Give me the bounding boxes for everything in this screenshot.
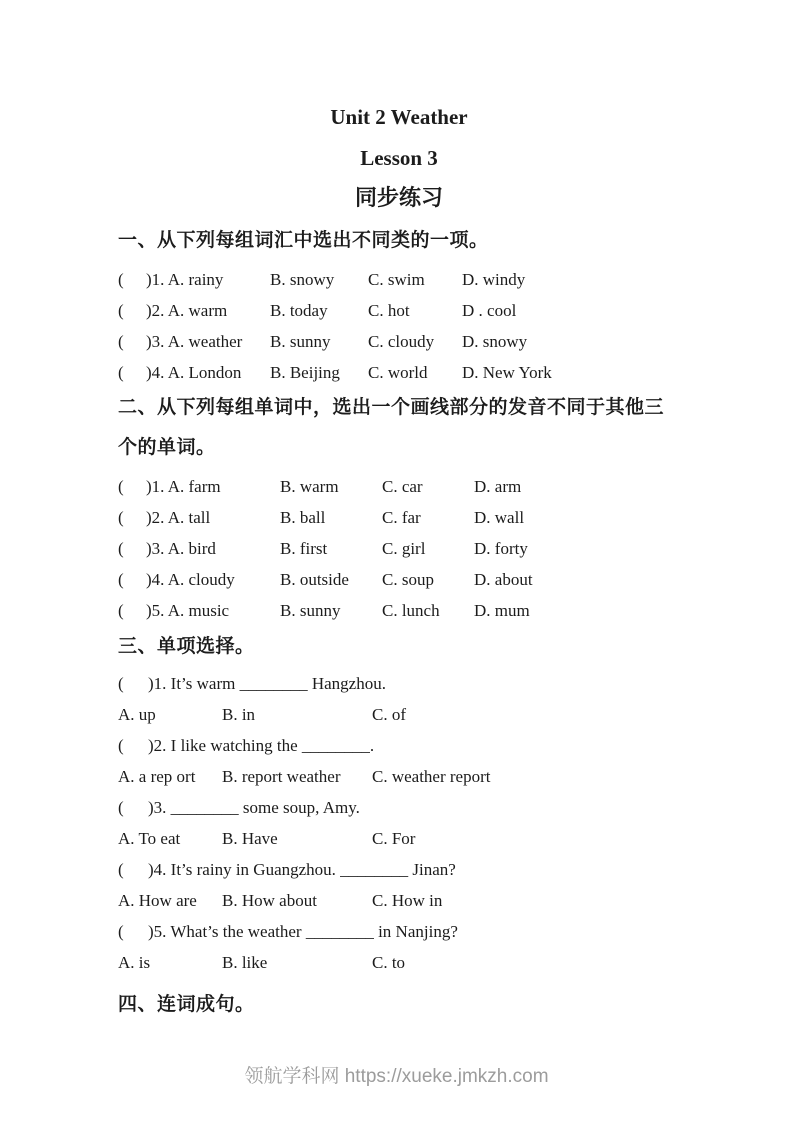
exercise-row <box>118 564 680 595</box>
section2-rows <box>118 471 680 626</box>
option-c: C. How in <box>372 891 443 910</box>
option-a: A. up <box>118 705 156 724</box>
option-a: A. To eat <box>118 829 181 848</box>
option-b: B. like <box>222 953 268 972</box>
exercise-row <box>118 595 680 626</box>
exercise-row <box>118 326 680 357</box>
question-stem-row <box>118 730 680 761</box>
exercise-row <box>118 357 680 388</box>
question-stem: )4. It’s rainy in Guangzhou. ________ Jinan? <box>148 860 456 879</box>
exercise-row <box>118 264 680 295</box>
question-number-option-a: )2. A. tall <box>146 508 211 527</box>
option-d: D. arm <box>474 477 522 496</box>
option-b: B. report weather <box>222 767 341 786</box>
option-c: C. of <box>372 705 406 724</box>
option-a: A. is <box>118 953 151 972</box>
option-b: B. sunny <box>270 332 331 351</box>
lesson-title: Lesson 3 <box>360 146 438 170</box>
unit-title: Unit 2 Weather <box>330 105 468 129</box>
answer-bracket: ( <box>118 270 124 289</box>
option-b: B. first <box>280 539 328 558</box>
answer-bracket: ( <box>118 301 124 320</box>
options-row <box>118 947 680 978</box>
answer-bracket: ( <box>118 798 124 817</box>
question-number-option-a: )4. A. London <box>146 363 242 382</box>
option-d: D. windy <box>462 270 526 289</box>
section1-rows <box>118 264 680 388</box>
option-b: B. outside <box>280 570 349 589</box>
options-row <box>118 885 680 916</box>
section1-heading: 一、从下列每组词汇中选出不同类的一项。 <box>118 230 489 251</box>
footer-watermark: 领航学科网 https://xueke.jmkzh.com <box>244 1066 549 1087</box>
answer-bracket: ( <box>118 601 124 620</box>
worksheet-subtitle: 同步练习 <box>354 185 443 210</box>
option-a: A. How are <box>118 891 197 910</box>
option-c: C. far <box>382 508 421 527</box>
option-c: C. cloudy <box>368 332 435 351</box>
question-stem: )2. I like watching the ________. <box>148 736 375 755</box>
option-c: C. For <box>372 829 416 848</box>
question-number-option-a: )5. A. music <box>146 601 230 620</box>
answer-bracket: ( <box>118 860 124 879</box>
options-row <box>118 761 680 792</box>
option-d: D. about <box>474 570 533 589</box>
section3-questions <box>118 668 680 978</box>
question-stem-row <box>118 854 680 885</box>
exercise-row <box>118 295 680 326</box>
option-b: B. in <box>222 705 256 724</box>
question-stem: )5. What’s the weather ________ in Nanjing? <box>148 922 458 941</box>
question-number-option-a: )2. A. warm <box>146 301 228 320</box>
option-d: D . cool <box>462 301 517 320</box>
answer-bracket: ( <box>118 736 124 755</box>
option-c: C. world <box>368 363 428 382</box>
question-stem-row <box>118 916 680 947</box>
question-number-option-a: )4. A. cloudy <box>146 570 235 589</box>
answer-bracket: ( <box>118 363 124 382</box>
option-c: C. soup <box>382 570 434 589</box>
option-b: B. How about <box>222 891 317 910</box>
option-c: C. lunch <box>382 601 440 620</box>
answer-bracket: ( <box>118 539 124 558</box>
question-number-option-a: )1. A. rainy <box>146 270 224 289</box>
option-d: D. snowy <box>462 332 528 351</box>
question-number-option-a: )1. A. farm <box>146 477 221 496</box>
answer-bracket: ( <box>118 332 124 351</box>
exercise-row <box>118 471 680 502</box>
answer-bracket: ( <box>118 477 124 496</box>
question-stem: )3. ________ some soup, Amy. <box>148 798 360 817</box>
section2-heading: 二、从下列每组单词中，选出一个画线部分的发音不同于其他三个的单词。 <box>118 397 665 458</box>
option-d: D. mum <box>474 601 530 620</box>
option-c: C. swim <box>368 270 425 289</box>
option-c: C. girl <box>382 539 426 558</box>
question-number-option-a: )3. A. weather <box>146 332 243 351</box>
option-b: B. warm <box>280 477 339 496</box>
option-d: D. forty <box>474 539 528 558</box>
answer-bracket: ( <box>118 674 124 693</box>
answer-bracket: ( <box>118 508 124 527</box>
option-d: D. New York <box>462 363 552 382</box>
option-c: C. car <box>382 477 423 496</box>
answer-bracket: ( <box>118 570 124 589</box>
option-b: B. sunny <box>280 601 341 620</box>
option-c: C. to <box>372 953 406 972</box>
option-c: C. hot <box>368 301 410 320</box>
option-b: B. Have <box>222 829 278 848</box>
option-b: B. today <box>270 301 328 320</box>
question-number-option-a: )3. A. bird <box>146 539 216 558</box>
option-b: B. snowy <box>270 270 335 289</box>
question-stem-row <box>118 668 680 699</box>
option-d: D. wall <box>474 508 525 527</box>
options-row <box>118 823 680 854</box>
question-stem: )1. It’s warm ________ Hangzhou. <box>148 674 386 693</box>
section3-heading: 三、单项选择。 <box>118 636 255 657</box>
section4-heading: 四、连词成句。 <box>118 994 255 1015</box>
answer-bracket: ( <box>118 922 124 941</box>
exercise-row <box>118 502 680 533</box>
option-c: C. weather report <box>372 767 491 786</box>
option-b: B. ball <box>280 508 326 527</box>
exercise-row <box>118 533 680 564</box>
option-b: B. Beijing <box>270 363 340 382</box>
option-a: A. a rep ort <box>118 767 196 786</box>
question-stem-row <box>118 792 680 823</box>
options-row <box>118 699 680 730</box>
